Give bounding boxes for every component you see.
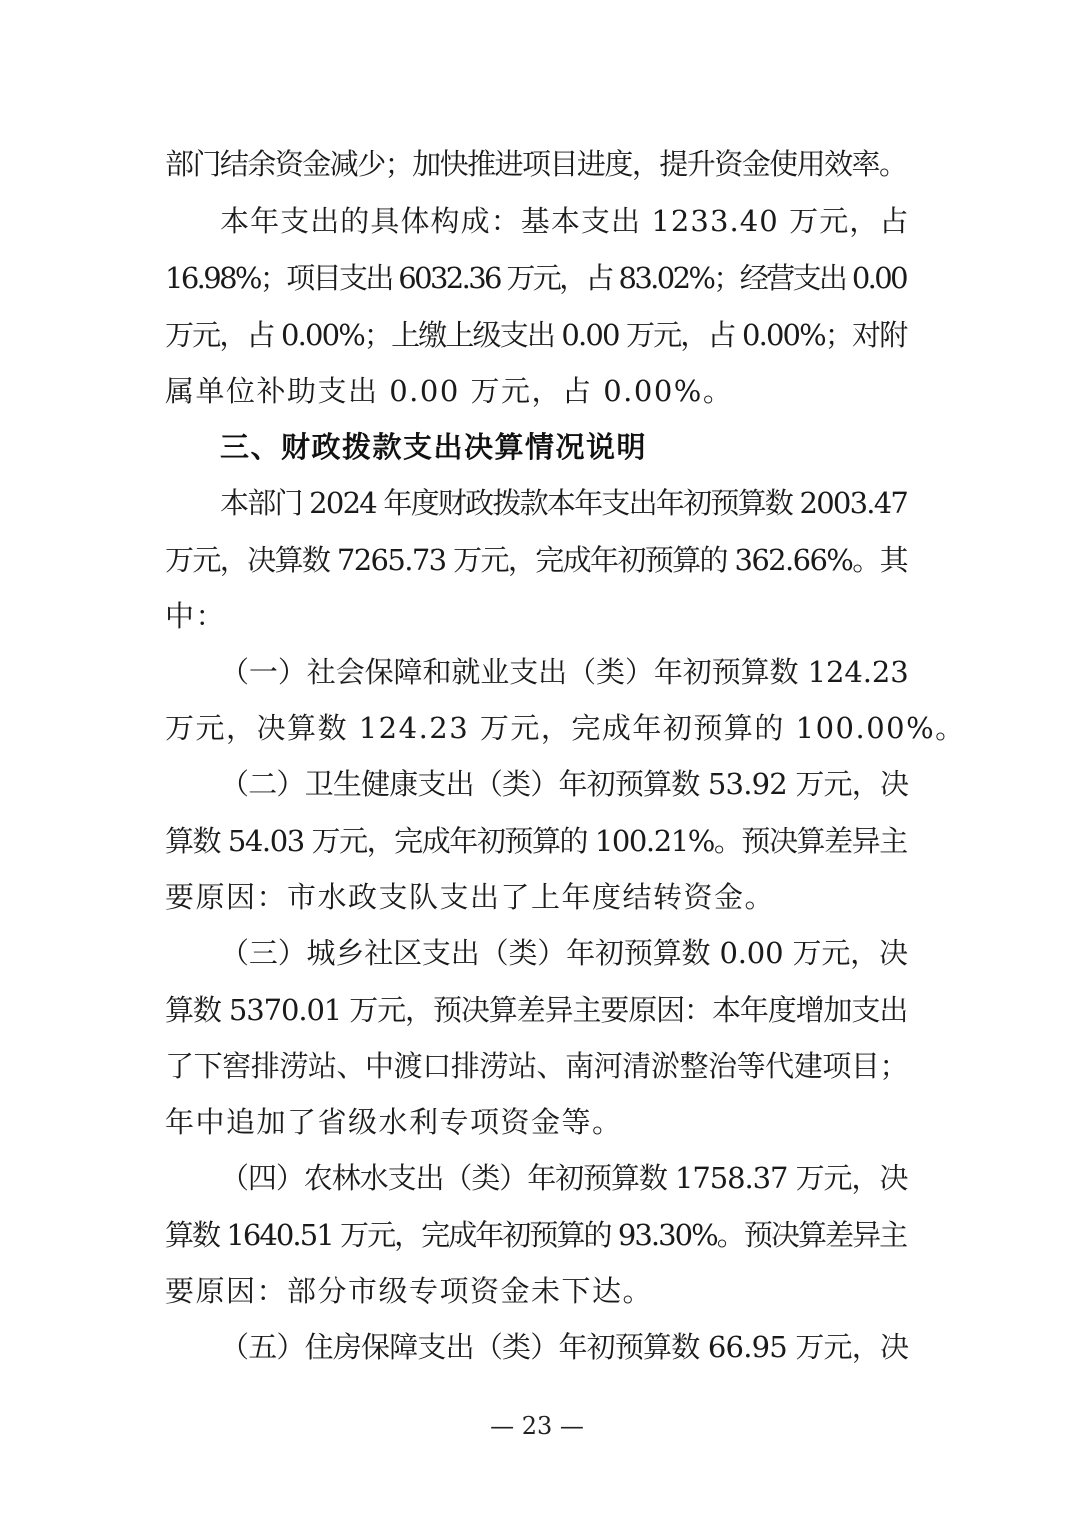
- paragraph-line: 属单位补助支出 0.00 万元，占 0.00%。: [165, 374, 734, 408]
- paragraph-line: 本部门 2024 年度财政拨款本年支出年初预算数 2003.47: [220, 486, 908, 520]
- paragraph-line: 算数 54.03 万元，完成年初预算的 100.21%。预决算差异主: [165, 824, 907, 858]
- paragraph-line: 万元，占 0.00%；上缴上级支出 0.00 万元，占 0.00%；对附: [165, 318, 907, 352]
- paragraph-line: 中：: [165, 599, 227, 633]
- section-heading: 三、财政拨款支出决算情况说明: [220, 430, 648, 464]
- page-number: — 23 —: [490, 1412, 584, 1440]
- paragraph-line: 万元，决算数 7265.73 万元，完成年初预算的 362.66%。其: [165, 543, 907, 577]
- paragraph-line: （四）农林水支出（类）年初预算数 1758.37 万元，决: [220, 1161, 908, 1195]
- paragraph-line: 万元，决算数 124.23 万元，完成年初预算的 100.00%。: [165, 711, 966, 745]
- paragraph-line: 16.98%；项目支出 6032.36 万元，占 83.02%；经营支出 0.00: [165, 261, 906, 295]
- paragraph-line: 本年支出的具体构成：基本支出 1233.40 万元，占: [220, 204, 910, 238]
- paragraph-line: （三）城乡社区支出（类）年初预算数 0.00 万元，决: [220, 936, 908, 970]
- paragraph-line: 要原因：部分市级专项资金未下达。: [165, 1274, 654, 1308]
- paragraph-line: 算数 1640.51 万元，完成年初预算的 93.30%。预决算差异主: [165, 1218, 907, 1252]
- paragraph-line: 了下窖排涝站、中渡口排涝站、南河清淤整治等代建项目；: [165, 1049, 909, 1083]
- paragraph-line: 算数 5370.01 万元，预决算差异主要原因：本年度增加支出: [165, 993, 908, 1027]
- paragraph-line: （二）卫生健康支出（类）年初预算数 53.92 万元，决: [220, 767, 909, 801]
- paragraph-line: 年中追加了省级水利专项资金等。: [165, 1105, 623, 1139]
- paragraph-line: 要原因：市水政支队支出了上年度结转资金。: [165, 880, 776, 914]
- paragraph-line: 部门结余资金减少；加快推进项目进度，提升资金使用效率。: [165, 147, 907, 181]
- paragraph-line: （五）住房保障支出（类）年初预算数 66.95 万元，决: [220, 1330, 909, 1364]
- paragraph-line: （一）社会保障和就业支出（类）年初预算数 124.23: [220, 655, 909, 689]
